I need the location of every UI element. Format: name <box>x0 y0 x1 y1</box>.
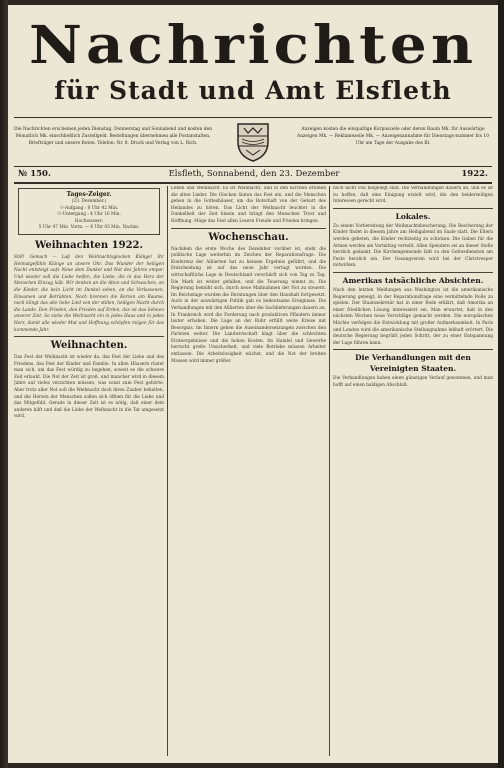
local-news-text: Zu einem Vorbereitung der Weihnachtsbescherung. Die Bescherung der Kinder findet in diesem Jahre am Heiligabend im Saale statt. Die Eltern werden gebeten, die Kinder rechtzeitig zu schicken. Die Gaben für die Armen werden am Vormittag verteilt. Allen Spendern sei an dieser Stelle herzlich gedankt. Die Kirchengemeinde lädt zu den Gottesdiensten am Feste herzlich ein. Der Gesangverein wird bei der Christvesper mitwirken. <box>333 223 493 269</box>
negotiations-text: Die Verhandlungen haben einen günstigen Verlauf genommen, und man hofft auf einen baldigen Abschluß. <box>333 376 493 388</box>
column-rule <box>167 186 168 756</box>
coat-of-arms-icon <box>230 122 276 162</box>
day-info-subtitle: (23. Dezember.) <box>71 199 107 204</box>
high-water-label: Hochwasser: <box>74 218 104 224</box>
sunset-line: ☉-Untergang : 4 Uhr 16 Min. <box>57 212 121 218</box>
day-info-box <box>18 188 160 235</box>
masthead-title: Nachrichten <box>28 14 478 76</box>
issue-number: № 150. <box>18 169 51 179</box>
weekly-review-text: Nachdem die erste Woche des Dezember vorüber ist, steht die politische Lage weiterhin im Zeichen der Reparationsfrage. Die Konferenz der Alliierten hat zu keinem Ergebnis geführt, und die Entscheidung ist auf das neue Jahr vertagt worden. Die wirtschaftliche Lage in Deutschland verschärft sich von Tag zu Tag. Die Mark ist weiter gefallen, und die Teuerung nimmt zu. Die Regierung bemüht sich, durch neue Maßnahmen der Not zu steuern. Im Reichstage wurden die Beratungen über den Haushalt fortgesetzt. Auch in der auswärtigen Politik gab es bedeutsame Ereignisse. Die Verhandlungen mit den Alliierten über die Sachlieferungen dauern an. In Frankreich wird die Forderung nach produktiven Pfändern immer lauter erhoben. Die Lage an der Ruhr erfüllt weite Kreise mit Besorgnis. Im Innern gehen die Auseinandersetzungen zwischen den Parteien weiter. Die Landwirtschaft klagt über die schlechten Ernteergebnisse und die hohen Kosten. Im Handel und Gewerbe herrscht große Unsicherheit, und viele Betriebe müssen Arbeiter entlassen. Die Arbeitslosigkeit wächst, und die Not der breiten Massen wird immer größer. <box>171 246 326 364</box>
issue-date: Elsfleth, Sonnabend, den 23. Dezember <box>168 169 340 179</box>
masthead <box>8 13 498 105</box>
weekly-review-title: Wochenschau. <box>208 231 289 243</box>
column-3 <box>333 186 493 761</box>
high-water-times: 5 Uhr 47 Min. Vorm. — 6 Uhr 05 Min. Nachm. <box>38 225 140 231</box>
column-2-intro: Leben und Weihnacht. Es ist Weihnacht, und in den Kirchen ertönen die alten Lieder. Die Glocken läuten das Fest ein, und die Menschen gehen in die Gotteshäuser, um die Botschaft von der Geburt des Heilandes zu hören. Das Licht der Weihnacht leuchtet in die Dunkelheit der Zeit hinein und bringt den Menschen Trost und Hoffnung. Möge das Fest allen Lesern Freude und Frieden bringen. <box>171 186 326 224</box>
subscription-info: Die Nachrichten erscheinen jeden Dienstag, Donnerstag und Sonnabend und kosten den Monatlich Mk. einschließlich Zustellgeld. Bestellungen übernehmen alle Postanstalten, Briefträger und unsere Boten. Telefon: Nr. 8. Druck und Verlag von L. Rich. <box>14 127 212 147</box>
column-2 <box>171 186 326 761</box>
newspaper-page <box>8 5 498 763</box>
negotiations-title: Die Verhandlungen mit den Vereinigten Staaten. <box>355 353 471 374</box>
america-article-text: Nach den letzten Meldungen aus Washington ist die amerikanische Regierung geneigt, in der Reparationsfrage eine vermittelnde Rolle zu spielen. Der Staatssekretär hat in einer Rede erklärt, daß Amerika an einer friedlichen Lösung interessiert sei. Man erwartet, daß in den nächsten Wochen neue Vorschläge gemacht werden. Die europäischen Mächte verfolgen die Entwicklung mit großer Aufmerksamkeit. In Paris und London wird die amerikanische Stellungnahme lebhaft erörtert. Die deutsche Regierung begrüßt jeden Schritt, der zu einer Entspannung der Lage führen kann. <box>333 287 493 346</box>
article-text: Das Fest der Weihnacht ist wieder da, das Fest der Liebe und des Friedens, das Fest der Kinder und Familie. In allen Häusern rüstet man sich, um das Fest würdig zu begehen, soweit es die schwere Zeit erlaubt. Die Not der Zeit ist groß, und mancher wird in diesem Jahre auf vieles verzichten müssen, was sonst zum Fest gehörte. Aber trotz aller Not soll die Weihnacht doch ihren Zauber behalten, und die Herzen der Menschen sollen sich öffnen für die Liebe und das Mitgefühl. Gerade in dieser Zeit ist es nötig, daß einer dem anderen hilft und daß die Liebe der Weihnacht in die Tat umgesetzt wird. <box>14 355 164 420</box>
page-edge <box>498 0 504 768</box>
column-1 <box>14 186 164 761</box>
masthead-subtitle: für Stadt und Amt Elsfleth <box>54 76 452 105</box>
local-news-title: Lokales. <box>395 211 431 221</box>
poem-text: Still! Gemach — Laß den Weihnachtsglocken Klänge! Ihr Heimatgefühls Klänge an unsere Ohr. Das Wunder der heiligen Nacht entsteigt aufs Neue dem Dunkel und Not des Jahres empor. Und wieder soll die Liebe helfen, die Liebe, die in das Herz der Menschen Einzug hält. Wir denken an die Alten und Schwachen, an die Kinder, die kein Licht im Dunkel sehen, an die Verlassenen, Einsamen und Betrübten. Noch brennen die Kerzen am Baume, noch klingt das alte liebe Lied von der stillen, heiligen Nacht durch die Lande. Den Frieden, den Frieden auf Erden, das ist das Sehnen unserer Zeit. So ziehe die Weihnacht ein in jedes Haus und in jedes Herz, damit alle wieder Mut und Hoffnung schöpfen mögen für das kommende Jahr. <box>14 254 164 333</box>
info-row <box>14 117 492 167</box>
advertising-info: Anzeigen kosten die einspaltige Korpuszeile oder deren Raum Mk. für Auswärtige Anzeigen Mk. — Reklamezeile Mk. — Anzeigenannahme für Dienstags-nummer bis 10 Uhr am Tage der Ausgabe des Bl. <box>297 127 489 147</box>
america-article-title: Amerikas tatsächliche Absichten. <box>342 275 484 285</box>
column-3-intro: noch nicht voll beigelegt sind. Die Verhandlungen dauern an, und es ist zu hoffen, daß eine Einigung erzielt wird, die den beiderseitigen Interessen gerecht wird. <box>333 186 493 205</box>
day-info-title: Tages-Zeiger. <box>66 191 112 198</box>
poem-title: Weihnachten 1922. <box>34 239 143 251</box>
column-rule <box>329 186 330 756</box>
article-title: Weihnachten. <box>50 340 128 352</box>
sunrise-line: ☉-Aufgang : 8 Uhr 42 Min. <box>59 205 119 211</box>
issue-year: 1922. <box>461 169 488 179</box>
page-binding <box>0 0 8 768</box>
dateline <box>14 168 492 184</box>
